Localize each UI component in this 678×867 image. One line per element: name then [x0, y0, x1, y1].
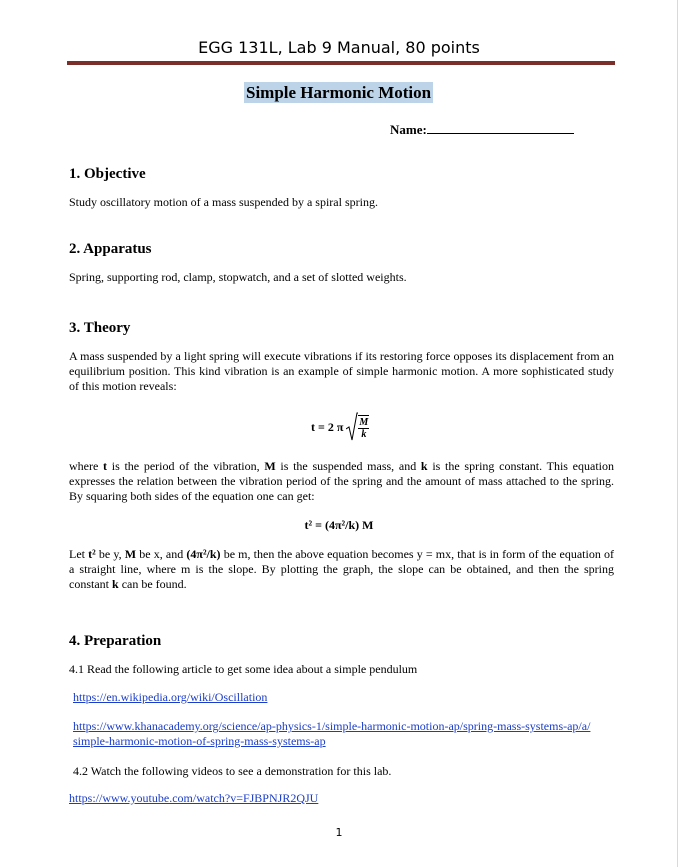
preparation-item-1: 4.1 Read the following article to get some idea about a simple pendulum	[69, 662, 418, 676]
wikipedia-link[interactable]: https://en.wikipedia.org/wiki/Oscillation	[73, 690, 268, 704]
fraction-denominator: k	[361, 428, 367, 440]
preparation-item-2: 4.2 Watch the following videos to see a demonstration for this lab.	[73, 764, 392, 778]
theory-paragraph-1: A mass suspended by a light spring will execute vibrations if its restoring force opposes its displacement from an equilibrium position. This kind vibration is an example of simple harmonic motion. A more sophisticated study of this motion reveals:	[69, 349, 614, 393]
objective-heading: 1. Objective	[69, 166, 146, 182]
mass-over-k-fraction	[358, 415, 369, 440]
objective-text: Study oscillatory motion of a mass suspended by a spiral spring.	[69, 195, 378, 209]
youtube-link[interactable]: https://www.youtube.com/watch?v=FJBPNJR2QJU	[69, 791, 319, 805]
fraction-numerator: M	[359, 416, 369, 428]
apparatus-text: Spring, supporting rod, clamp, stopwatch, and a set of slotted weights.	[69, 270, 407, 284]
header-title: EGG 131L, Lab 9 Manual, 80 points	[198, 38, 480, 57]
theory-paragraph-3: Let t² be y, M be x, and (4π²/k) be m, then the above equation becomes y = mx, that is in form of the equation of a straight line, where m is the slope. By plotting the graph, the slope can be obtained, and then the spring constant k can be found.	[69, 547, 615, 591]
apparatus-heading: 2. Apparatus	[69, 241, 152, 257]
preparation-heading: 4. Preparation	[69, 633, 162, 649]
header-rule	[67, 61, 615, 65]
khanacademy-link[interactable]: https://www.khanacademy.org/science/ap-physics-1/simple-harmonic-motion-ap/spring-mass-systems-ap/a/simple-harmonic-motion-of-spring-mass-systems-ap	[73, 719, 591, 748]
equation-lhs: t = 2 π	[311, 419, 344, 434]
name-label: Name:	[390, 122, 427, 137]
theory-heading: 3. Theory	[69, 320, 131, 336]
name-blank	[427, 121, 574, 134]
sqrt-sign	[346, 412, 358, 442]
document-title: Simple Harmonic Motion	[246, 83, 432, 102]
page-number: 1	[335, 826, 343, 839]
period-equation	[311, 412, 369, 442]
theory-paragraph-2: where t is the period of the vibration, M is the suspended mass, and k is the spring constant. This equation expresses the relation between the vibration period of the spring and the amount of mass attached to the spring. By squaring both sides of the equation one can get:	[69, 459, 614, 503]
name-field	[390, 121, 574, 138]
squared-equation: t² = (4π²/k) M	[304, 518, 374, 532]
